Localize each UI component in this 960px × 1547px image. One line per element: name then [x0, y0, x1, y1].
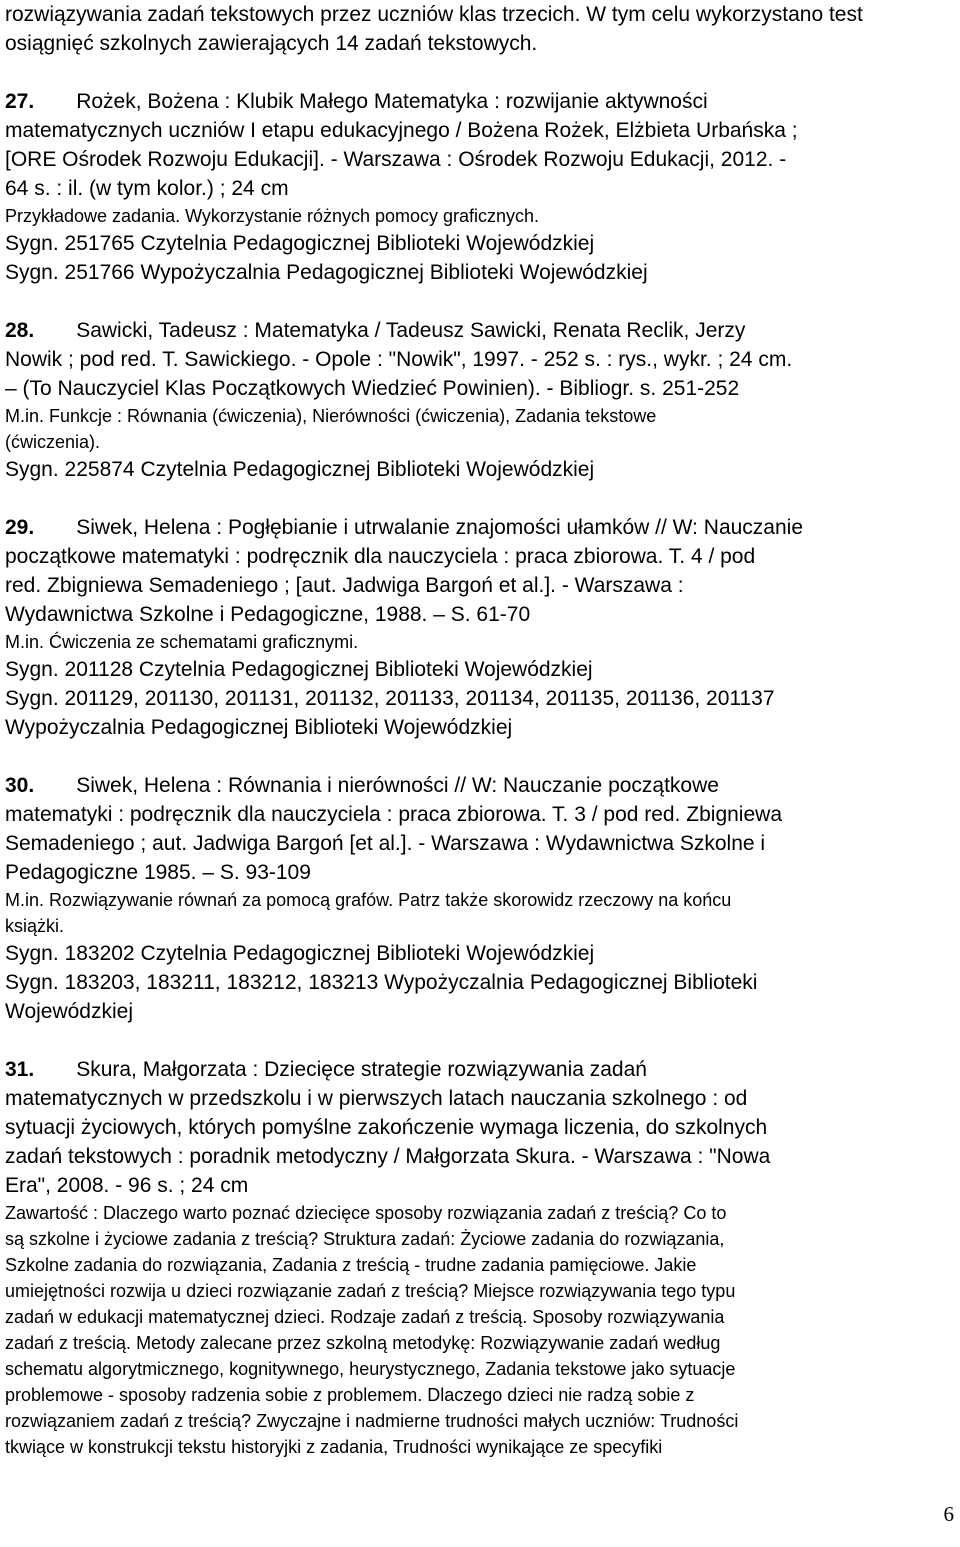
entry-signature: Sygn. 251766 Wypożyczalnia Pedagogicznej Biblioteki Wojewódzkiej: [5, 261, 648, 284]
bibliography-entry-28: [5, 316, 955, 484]
entry-first-line: [5, 316, 955, 345]
bibliography-entry-29: [5, 513, 955, 742]
entry-first-line: [5, 771, 955, 800]
entry-detail: Szkolne zadania do rozwiązania, Zadania z treścią - trudne zadania pamięciowe. Jakie: [5, 1255, 697, 1275]
entry-signature: Sygn. 225874 Czytelnia Pedagogicznej Biblioteki Wojewódzkiej: [5, 458, 595, 481]
entry-signature: Wojewódzkiej: [5, 1000, 133, 1023]
entry-first-line: [5, 1055, 955, 1084]
entry-line: matematyki : podręcznik dla nauczyciela : praca zbiorowa. T. 3 / pod red. Zbigniewa: [5, 803, 782, 826]
bibliography-entry-27: [5, 87, 955, 287]
entry-detail: schematu algorytmicznego, kognitywnego, heurystycznego, Zadania tekstowe jako sytuacje: [5, 1359, 736, 1379]
entry-line: Wydawnictwa Szkolne i Pedagogiczne, 1988. – S. 61-70: [5, 603, 531, 626]
entry-line: [ORE Ośrodek Rozwoju Edukacji]. - Warszawa : Ośrodek Rozwoju Edukacji, 2012. -: [5, 148, 787, 171]
entry-signature: Sygn. 251765 Czytelnia Pedagogicznej Biblioteki Wojewódzkiej: [5, 232, 595, 255]
entry-text: Siwek, Helena : Równania i nierówności // W: Nauczanie początkowe: [76, 774, 719, 797]
entry-detail: są szkolne i życiowe zadania z treścią? Struktura zadań: Życiowe zadania do rozwiązania,: [5, 1229, 725, 1249]
entry-line: początkowe matematyki : podręcznik dla nauczyciela : praca zbiorowa. T. 4 / pod: [5, 545, 756, 568]
entry-line: 64 s. : il. (w tym kolor.) ; 24 cm: [5, 177, 289, 200]
entry-signature: Sygn. 201128 Czytelnia Pedagogicznej Biblioteki Wojewódzkiej: [5, 658, 593, 681]
entry-line: matematycznych w przedszkolu i w pierwszych latach nauczania szkolnego : od: [5, 1087, 748, 1110]
entry-text: Rożek, Bożena : Klubik Małego Matematyka : rozwijanie aktywności: [76, 90, 708, 113]
document-page: [5, 0, 955, 1460]
entry-signature: Wypożyczalnia Pedagogicznej Biblioteki Wojewódzkiej: [5, 716, 513, 739]
intro-paragraph: [5, 0, 955, 58]
entry-number: 31.: [5, 1058, 35, 1081]
intro-line: osiągnięć szkolnych zawierających 14 zadań tekstowych.: [5, 32, 538, 55]
bibliography-entry-31: [5, 1055, 955, 1460]
entry-detail: tkwiące w konstrukcji tekstu historyjki z zadania, Trudności wynikające ze specyfiki: [5, 1437, 663, 1457]
entry-number: 27.: [5, 90, 35, 113]
entry-detail: M.in. Ćwiczenia ze schematami graficznymi.: [5, 632, 359, 652]
entry-line: Semadeniego ; aut. Jadwiga Bargoń [et al.]. - Warszawa : Wydawnictwa Szkolne i: [5, 832, 766, 855]
entry-signature: Sygn. 183203, 183211, 183212, 183213 Wypożyczalnia Pedagogicznej Biblioteki: [5, 971, 758, 994]
entry-line: sytuacji życiowych, których pomyślne zakończenie wymaga liczenia, do szkolnych: [5, 1116, 768, 1139]
entry-line: Nowik ; pod red. T. Sawickiego. - Opole : "Nowik", 1997. - 252 s. : rys., wykr. ; 24 cm.: [5, 348, 793, 371]
entry-text: Siwek, Helena : Pogłębianie i utrwalanie znajomości ułamków // W: Nauczanie: [76, 516, 803, 539]
entry-detail: zadań z treścią. Metody zalecane przez szkolną metodykę: Rozwiązywanie zadań według: [5, 1333, 721, 1353]
entry-detail: M.in. Rozwiązywanie równań za pomocą grafów. Patrz także skorowidz rzeczowy na końcu: [5, 890, 732, 910]
entry-line: matematycznych uczniów I etapu edukacyjnego / Bożena Rożek, Elżbieta Urbańska ;: [5, 119, 798, 142]
entry-line: Pedagogiczne 1985. – S. 93-109: [5, 861, 311, 884]
entry-detail: książki.: [5, 916, 65, 936]
entry-number: 29.: [5, 516, 35, 539]
entry-detail: Przykładowe zadania. Wykorzystanie różnych pomocy graficznych.: [5, 206, 540, 226]
entry-first-line: [5, 87, 955, 116]
entry-line: zadań tekstowych : poradnik metodyczny / Małgorzata Skura. - Warszawa : "Nowa: [5, 1145, 771, 1168]
entry-number: 28.: [5, 319, 35, 342]
entry-text: Skura, Małgorzata : Dziecięce strategie rozwiązywania zadań: [76, 1058, 647, 1081]
page-number: 6: [943, 1502, 954, 1526]
entry-detail: zadań w edukacji matematycznej dzieci. Rodzaje zadań z treścią. Sposoby rozwiązywania: [5, 1307, 725, 1327]
entry-detail: umiejętności rozwija u dzieci rozwiązanie zadań z treścią? Miejsce rozwiązywania tego typu: [5, 1281, 736, 1301]
entry-detail: problemowe - sposoby radzenia sobie z problemem. Dlaczego dzieci nie radzą sobie z: [5, 1385, 695, 1405]
entry-detail: rozwiązaniem zadań z treścią? Zwyczajne i nadmierne trudności małych uczniów: Trudności: [5, 1411, 739, 1431]
entry-signature: Sygn. 201129, 201130, 201131, 201132, 201133, 201134, 201135, 201136, 201137: [5, 687, 775, 710]
entry-detail: Zawartość : Dlaczego warto poznać dziecięce sposoby rozwiązania zadań z treścią? Co to: [5, 1203, 727, 1223]
entry-text: Sawicki, Tadeusz : Matematyka / Tadeusz Sawicki, Renata Reclik, Jerzy: [76, 319, 746, 342]
bibliography-entry-30: [5, 771, 955, 1026]
intro-line: rozwiązywania zadań tekstowych przez uczniów klas trzecich. W tym celu wykorzystano test: [5, 3, 863, 26]
entry-line: Era", 2008. - 96 s. ; 24 cm: [5, 1174, 249, 1197]
entry-first-line: [5, 513, 955, 542]
entry-signature: Sygn. 183202 Czytelnia Pedagogicznej Biblioteki Wojewódzkiej: [5, 942, 595, 965]
entry-number: 30.: [5, 774, 35, 797]
entry-detail: (ćwiczenia).: [5, 432, 101, 452]
entry-line: – (To Nauczyciel Klas Początkowych Wiedzieć Powinien). - Bibliogr. s. 251-252: [5, 377, 740, 400]
entry-detail: M.in. Funkcje : Równania (ćwiczenia), Nierówności (ćwiczenia), Zadania tekstowe: [5, 406, 657, 426]
entry-line: red. Zbigniewa Semadeniego ; [aut. Jadwiga Bargoń et al.]. - Warszawa :: [5, 574, 684, 597]
